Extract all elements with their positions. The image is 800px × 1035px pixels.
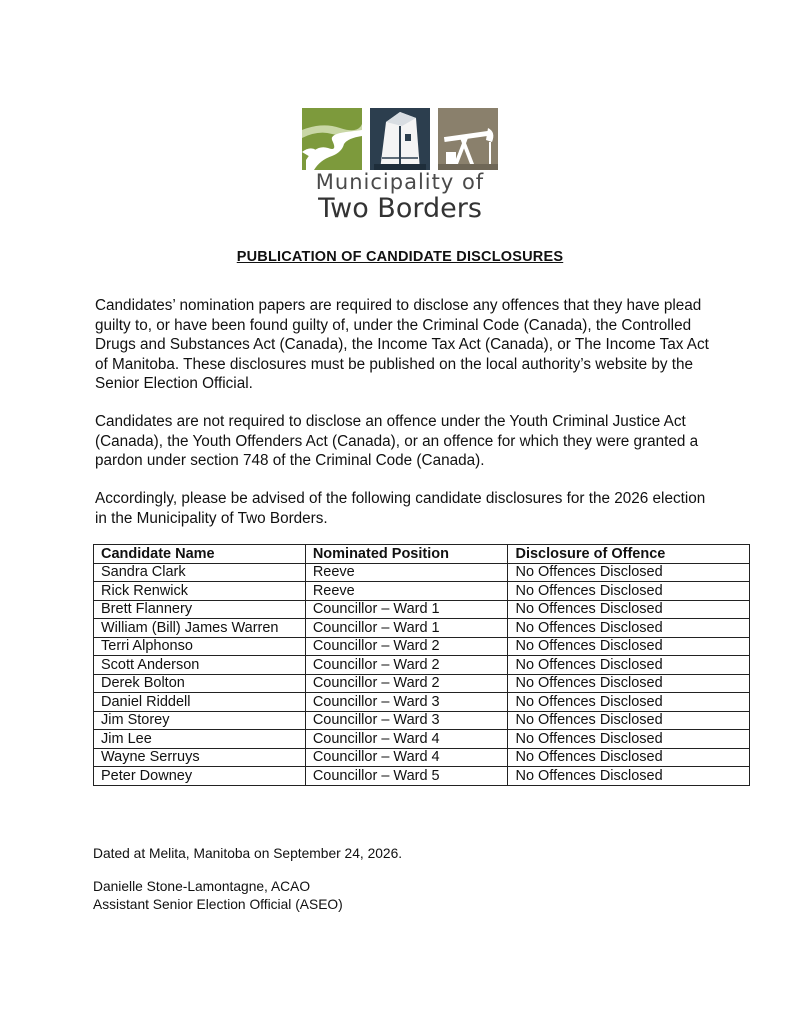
signatory-name: Danielle Stone-Lamontagne, ACAO: [93, 879, 311, 894]
candidate-name-cell: Sandra Clark: [94, 563, 306, 582]
disclosure-cell: No Offences Disclosed: [508, 619, 750, 638]
disclosure-cell: No Offences Disclosed: [508, 600, 750, 619]
candidate-name-cell: Rick Renwick: [94, 582, 306, 601]
disclosure-cell: No Offences Disclosed: [508, 582, 750, 601]
candidate-name-cell: Derek Bolton: [94, 674, 306, 693]
signature-block: [93, 878, 343, 914]
oil-pumpjack-icon: [438, 108, 498, 170]
position-cell: Councillor – Ward 3: [305, 711, 508, 730]
table-row: [94, 619, 750, 638]
header-disclosure-of-offence: Disclosure of Offence: [508, 545, 750, 564]
table-row: [94, 693, 750, 712]
candidate-name-cell: Wayne Serruys: [94, 748, 306, 767]
candidate-name-cell: Daniel Riddell: [94, 693, 306, 712]
grain-elevator-icon: [370, 108, 430, 170]
landscape-tile-icon: [302, 108, 362, 170]
disclosure-cell: No Offences Disclosed: [508, 563, 750, 582]
table-row: [94, 767, 750, 786]
position-cell: Councillor – Ward 1: [305, 600, 508, 619]
disclosure-cell: No Offences Disclosed: [508, 637, 750, 656]
paragraph-disclosure-requirement: Candidates’ nomination papers are required to disclose any offences that they have plead guilty to, or have been found guilty of, under the Criminal Code (Canada), the Controlled Drugs and Substances Act (Canada), the Income Tax Act (Canada), or The Income Tax Act of Manitoba. These disclosures must be published on the local authority’s website by the Senior Election Official.: [95, 297, 709, 392]
logo-text-municipality: Municipality of: [315, 170, 485, 194]
position-cell: Reeve: [305, 563, 508, 582]
dated-line: Dated at Melita, Manitoba on September 24, 2026.: [93, 846, 403, 861]
disclosure-cell: No Offences Disclosed: [508, 730, 750, 749]
document-title: PUBLICATION OF CANDIDATE DISCLOSURES: [236, 249, 564, 265]
table-row: [94, 730, 750, 749]
paragraph-advisory: Accordingly, please be advised of the following candidate disclosures for the 2026 election in the Municipality of Two Borders.: [95, 490, 706, 527]
candidate-name-cell: William (Bill) James Warren: [94, 619, 306, 638]
table-row: [94, 582, 750, 601]
position-cell: Councillor – Ward 3: [305, 693, 508, 712]
position-cell: Councillor – Ward 2: [305, 674, 508, 693]
disclosure-cell: No Offences Disclosed: [508, 674, 750, 693]
table-row: [94, 600, 750, 619]
table-row: [94, 748, 750, 767]
position-cell: Reeve: [305, 582, 508, 601]
table-row: [94, 656, 750, 675]
logo-tiles: [302, 108, 498, 170]
position-cell: Councillor – Ward 1: [305, 619, 508, 638]
candidate-disclosures-table: [93, 544, 750, 786]
table-row: [94, 711, 750, 730]
disclosure-cell: No Offences Disclosed: [508, 656, 750, 675]
position-cell: Councillor – Ward 2: [305, 637, 508, 656]
position-cell: Councillor – Ward 4: [305, 748, 508, 767]
candidate-name-cell: Brett Flannery: [94, 600, 306, 619]
table-header-row: [94, 545, 750, 564]
position-cell: Councillor – Ward 5: [305, 767, 508, 786]
disclosure-cell: No Offences Disclosed: [508, 711, 750, 730]
candidate-name-cell: Scott Anderson: [94, 656, 306, 675]
table-row: [94, 674, 750, 693]
paragraph-exemptions: Candidates are not required to disclose an offence under the Youth Criminal Justice Act (Canada), the Youth Offenders Act (Canada), or an offence for which they were granted a pardon under section 748 of the Criminal Code (Canada).: [95, 413, 699, 469]
position-cell: Councillor – Ward 4: [305, 730, 508, 749]
logo-text-two-borders: Two Borders: [318, 193, 482, 224]
table-row: [94, 563, 750, 582]
candidate-name-cell: Terri Alphonso: [94, 637, 306, 656]
disclosure-cell: No Offences Disclosed: [508, 767, 750, 786]
disclosure-cell: No Offences Disclosed: [508, 748, 750, 767]
municipality-logo: [302, 108, 498, 226]
header-nominated-position: Nominated Position: [305, 545, 508, 564]
signatory-role: Assistant Senior Election Official (ASEO): [93, 897, 343, 912]
candidate-name-cell: Peter Downey: [94, 767, 306, 786]
candidate-name-cell: Jim Storey: [94, 711, 306, 730]
header-candidate-name: Candidate Name: [94, 545, 306, 564]
candidate-name-cell: Jim Lee: [94, 730, 306, 749]
position-cell: Councillor – Ward 2: [305, 656, 508, 675]
table-row: [94, 637, 750, 656]
disclosure-cell: No Offences Disclosed: [508, 693, 750, 712]
